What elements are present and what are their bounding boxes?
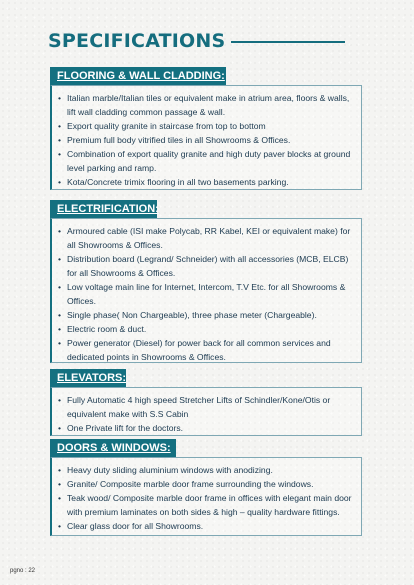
item-list	[52, 219, 361, 364]
list-item: • One Private lift for the doctors.	[58, 421, 355, 435]
section-box	[50, 218, 362, 363]
list-item: • Premium full body vitrified tiles in all Showrooms & Offices.	[58, 133, 355, 147]
list-item: • Kota/Concrete trimix flooring in all two basements parking.	[58, 175, 355, 189]
page-number: pgno : 22	[10, 568, 36, 574]
section-box	[50, 387, 362, 436]
list-item: • Power generator (Diesel) for power back for all common services and dedicated points in Showrooms & Offices.	[58, 336, 355, 364]
title-rule	[231, 41, 345, 43]
item-list	[52, 86, 361, 189]
item-list	[52, 458, 361, 533]
item-list	[52, 388, 361, 435]
list-item: • Heavy duty sliding aluminium windows with anodizing.	[58, 463, 355, 477]
section-heading: ELECTRIFICATION:	[50, 200, 157, 219]
list-item: • Distribution board (Legrand/ Schneider) with all accessories (MCB, ELCB) for all Showrooms & Offices.	[58, 252, 355, 280]
list-item: • Export quality granite in staircase from top to bottom	[58, 119, 355, 133]
page-title: SPECIFICATIONS	[48, 30, 226, 52]
section-heading: FLOORING & WALL CLADDING:	[50, 67, 226, 86]
list-item: • Fully Automatic 4 high speed Stretcher Lifts of Schindler/Kone/Otis or equivalent make with S.S Cabin	[58, 393, 355, 421]
section-box	[50, 457, 362, 536]
page-title-row	[48, 30, 345, 52]
list-item: • Single phase( Non Chargeable), three phase meter (Chargeable).	[58, 308, 355, 322]
list-item: • Electric room & duct.	[58, 322, 355, 336]
section-heading: ELEVATORS:	[50, 369, 126, 388]
list-item: • Granite/ Composite marble door frame surrounding the windows.	[58, 477, 355, 491]
list-item: • Italian marble/Italian tiles or equivalent make in atrium area, floors & walls, lift wall cladding common passage & wall.	[58, 91, 355, 119]
section-heading: DOORS & WINDOWS:	[50, 439, 176, 458]
section-box	[50, 85, 362, 190]
list-item: • Teak wood/ Composite marble door frame in offices with elegant main door with premium laminates on both sides & high – quality hardware fittings.	[58, 491, 355, 519]
list-item: • Combination of export quality granite and high duty paver blocks at ground level parking and ramp.	[58, 147, 355, 175]
list-item: • Clear glass door for all Showrooms.	[58, 519, 355, 533]
list-item: • Low voltage main line for Internet, Intercom, T.V Etc. for all Showrooms & Offices.	[58, 280, 355, 308]
list-item: • Armoured cable (ISI make Polycab, RR Kabel, KEI or equivalent make) for all Showrooms & Offices.	[58, 224, 355, 252]
